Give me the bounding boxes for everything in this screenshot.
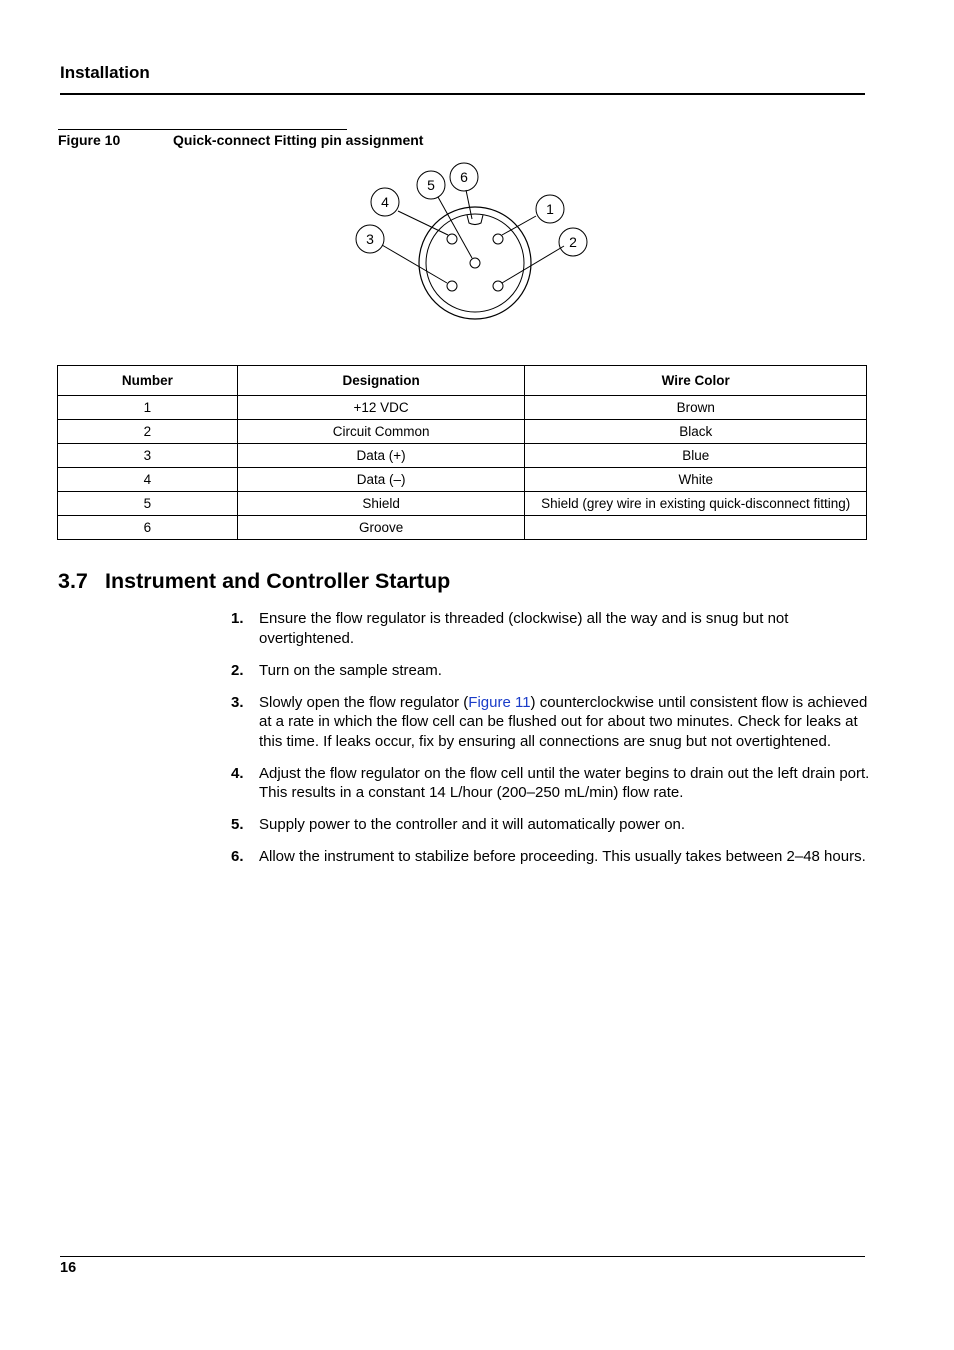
step-text: Turn on the sample stream. xyxy=(259,661,442,679)
figure-title: Quick-connect Fitting pin assignment xyxy=(173,132,424,148)
leader-5 xyxy=(438,197,472,258)
cell-number: 5 xyxy=(58,492,238,516)
cell-number: 2 xyxy=(58,420,238,444)
step-text: Adjust the flow regulator on the flow cell until the water begins to drain out the left drain port. This results in a constant 14 L/hour (200–250 mL/min) flow rate. xyxy=(259,764,870,801)
step-text-after-link: ) counterclockwise until consistent flow is achieved at a rate in which the flow cell can be flushed out for about two minutes. Check for leaks at this time. If leaks occur, fix by ensuring all connections are snug but not overtightened. xyxy=(259,693,868,750)
step-text: Supply power to the controller and it will automatically power on. xyxy=(259,816,686,833)
footer-rule xyxy=(60,1256,865,1257)
cell-wire-color: Blue xyxy=(525,444,867,468)
section-number: 3.7 xyxy=(58,569,88,593)
table-row xyxy=(58,444,867,468)
cell-designation: Data (+) xyxy=(237,444,525,468)
callout-label-5: 5 xyxy=(427,177,435,193)
table-row xyxy=(58,468,867,492)
step-text-before-link: Slowly open the flow regulator ( xyxy=(259,693,469,711)
callout-label-4: 4 xyxy=(381,194,389,210)
cell-wire-color: Shield (grey wire in existing quick-disconnect fitting) xyxy=(525,492,867,516)
pin-2 xyxy=(493,281,503,291)
step-text: Allow the instrument to stabilize before proceeding. This usually takes between 2–48 hours. xyxy=(259,848,866,865)
list-item xyxy=(231,815,871,835)
cell-designation: Shield xyxy=(237,492,525,516)
step-number: 4. xyxy=(231,764,244,782)
leader-2 xyxy=(502,246,564,283)
step-number: 5. xyxy=(231,816,244,833)
pin-4 xyxy=(447,234,457,244)
leader-3 xyxy=(382,245,447,283)
section-title: Instrument and Controller Startup xyxy=(105,569,451,593)
figure-rule xyxy=(58,129,347,130)
list-item xyxy=(231,693,871,752)
cell-designation: Circuit Common xyxy=(237,420,525,444)
figure-number: Figure 10 xyxy=(58,132,121,148)
pin-assignment-table xyxy=(57,365,867,540)
step-number: 2. xyxy=(231,661,244,679)
fitting-groove xyxy=(467,215,483,224)
list-item xyxy=(231,661,871,681)
pin-3 xyxy=(447,281,457,291)
pin-5 xyxy=(470,258,480,268)
cell-wire-color xyxy=(525,516,867,540)
column-header-wire-color: Wire Color xyxy=(525,366,867,396)
cell-wire-color: White xyxy=(525,468,867,492)
table-row xyxy=(58,492,867,516)
figure-11-link[interactable]: Figure 11 xyxy=(468,693,531,711)
column-header-number: Number xyxy=(58,366,238,396)
step-number: 1. xyxy=(231,610,244,627)
leader-4 xyxy=(398,211,448,235)
callout-label-6: 6 xyxy=(460,169,468,185)
callout-label-2: 2 xyxy=(569,234,577,250)
cell-wire-color: Black xyxy=(525,420,867,444)
cell-number: 6 xyxy=(58,516,238,540)
cell-wire-color: Brown xyxy=(525,396,867,420)
callout-label-1: 1 xyxy=(546,201,554,217)
step-text: Ensure the flow regulator is threaded (clockwise) all the way and is snug but not overtightened. xyxy=(259,610,789,647)
running-header-title: Installation xyxy=(60,63,150,82)
cell-number: 4 xyxy=(58,468,238,492)
step-number: 6. xyxy=(231,848,244,865)
startup-steps-list xyxy=(231,609,871,879)
table-row xyxy=(58,420,867,444)
list-item xyxy=(231,764,871,803)
cell-designation: +12 VDC xyxy=(237,396,525,420)
table-header-row xyxy=(58,366,867,396)
fitting-inner-ring xyxy=(426,214,524,312)
pin-1 xyxy=(493,234,503,244)
fitting-outer-ring xyxy=(419,207,531,319)
step-number: 3. xyxy=(231,693,244,711)
section-heading xyxy=(58,569,450,594)
table-row xyxy=(58,396,867,420)
cell-number: 3 xyxy=(58,444,238,468)
column-header-designation: Designation xyxy=(237,366,525,396)
quick-connect-pin-diagram xyxy=(340,155,600,330)
cell-designation: Groove xyxy=(237,516,525,540)
callout-label-3: 3 xyxy=(366,231,374,247)
cell-designation: Data (–) xyxy=(237,468,525,492)
table-row xyxy=(58,516,867,540)
list-item xyxy=(231,847,871,867)
list-item xyxy=(231,609,871,648)
page-number: 16 xyxy=(60,1260,77,1276)
cell-number: 1 xyxy=(58,396,238,420)
header-rule xyxy=(60,93,865,95)
